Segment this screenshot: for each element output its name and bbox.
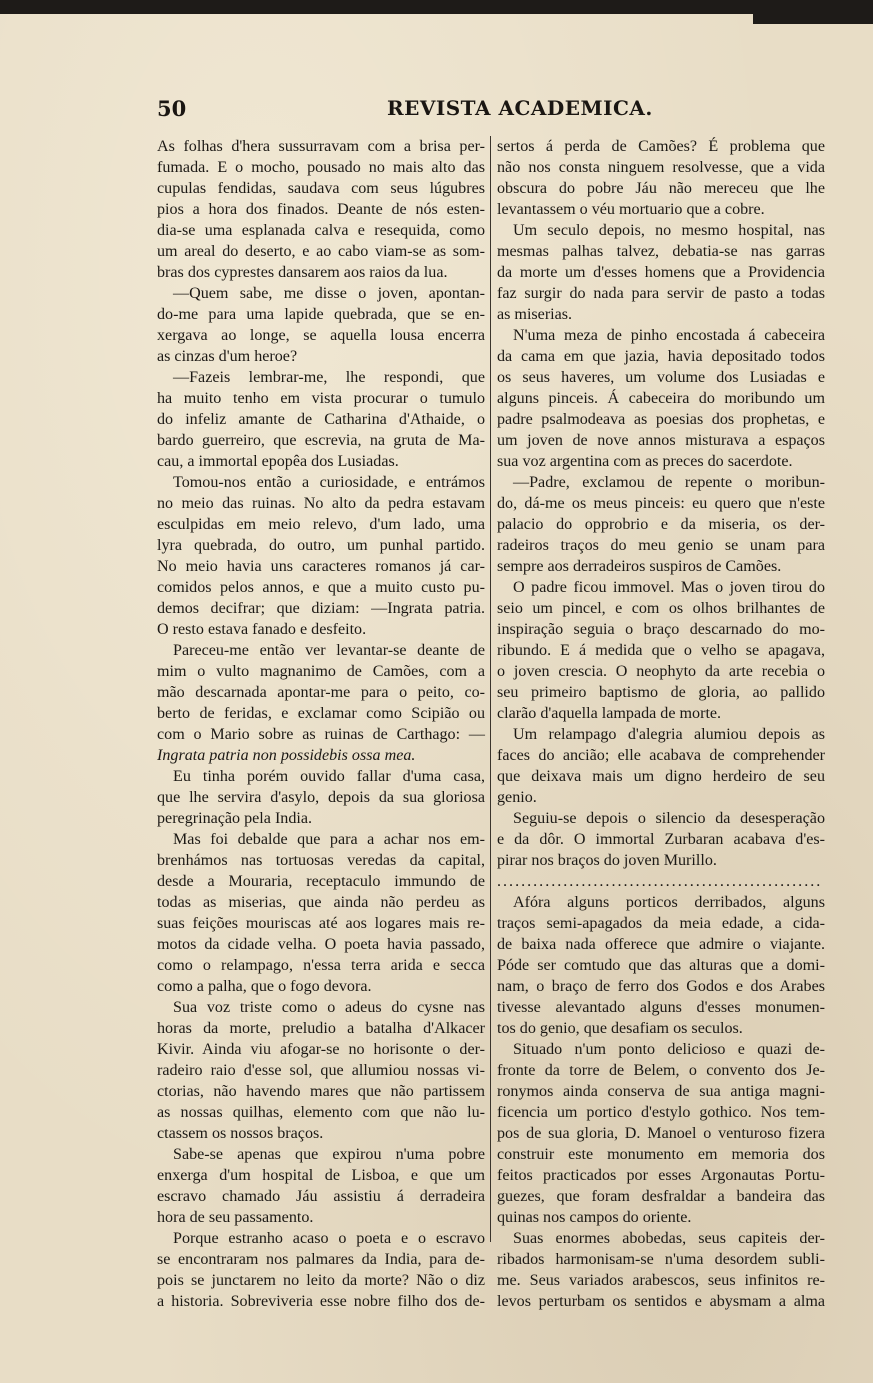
text-line: cau, a immortal epopêa dos Lusiadas. [157, 453, 399, 470]
text-line: de baixa nada offerece que admire o viajante. [497, 936, 825, 953]
text-line: que deixava mais um digno herdeiro de seu [497, 768, 825, 785]
text-line: berto de feridas, e exclamar como Scipião ou [157, 705, 485, 722]
text-line: feitos practicados por esses Argonautas Portu- [497, 1167, 825, 1184]
text-line: do, dá-me os meus pinceis: eu quero que n'este [497, 495, 825, 512]
text-line: o joven crescia. O neophyto da arte recebia o [497, 663, 825, 680]
text-line: brenhámos nas tortuosas veredas da capital, [157, 852, 485, 869]
text-line: que lhe servira d'asylo, depois da sua gloriosa [157, 789, 485, 806]
text-line: enxerga d'um hospital de Lisboa, e que um [157, 1167, 485, 1184]
text-line: levos perturbam os sentidos e abysmam a alma [497, 1293, 825, 1310]
text-line: ...................................................... [497, 873, 823, 890]
text-line: peregrinação pela India. [157, 810, 313, 827]
column-rule [490, 136, 491, 1242]
text-line: tos do genio, que desafiam os seculos. [497, 1020, 743, 1037]
text-line: as cinzas d'um heroe? [157, 348, 298, 365]
text-line: Ingrata patria non possidebis ossa mea. [157, 747, 416, 764]
text-line: um areal do deserto, e ao cabo viam-se as som- [157, 243, 485, 260]
running-title: REVISTA ACADEMICA. [387, 96, 653, 120]
text-line: suas feições mouriscas até aos logares mais re- [157, 915, 485, 932]
text-line: como o relampago, n'essa terra arida e secca [157, 957, 485, 974]
right-column [497, 136, 825, 1312]
text-line: Pareceu-me então ver levantar-se deante de [173, 642, 485, 659]
text-line: Um seculo depois, no mesmo hospital, nas [513, 222, 825, 239]
text-line: —Fazeis lembrar-me, lhe respondi, que [173, 369, 485, 386]
text-line: hora de seu passamento. [157, 1209, 314, 1226]
text-line: um joven de nove annos misturava a espaços [497, 432, 825, 449]
text-line: da morte um d'esses homens que a Providencia [497, 264, 825, 281]
text-line: O padre ficou immovel. Mas o joven tirou do [513, 579, 825, 596]
text-line: Suas enormes abobedas, seus capiteis der- [513, 1230, 825, 1247]
text-line: —Quem sabe, me disse o joven, apontan- [173, 285, 485, 302]
text-line: demos decifrar; que diziam: —Ingrata patria. [157, 600, 485, 617]
text-line: As folhas d'hera sussurravam com a brisa per- [157, 138, 485, 155]
text-line: ribundo. E á medida que o velho se apagava, [497, 642, 825, 659]
text-line: No meio havia uns caracteres romanos já car- [157, 558, 485, 575]
text-line: sua voz argentina com as preces do sacerdote. [497, 453, 793, 470]
text-line: ctorias, não havendo mares que não partissem [157, 1083, 485, 1100]
text-line: traços semi-apagados da meia edade, a cida- [497, 915, 825, 932]
text-line: mesmas palhas talvez, debatia-se nas garras [497, 243, 825, 260]
text-line: horas da morte, preludio a batalha d'Alkacer [157, 1020, 485, 1037]
text-line: as miserias. [497, 306, 573, 323]
text-line: como a palha, que o fogo devora. [157, 978, 372, 995]
page-number: 50 [157, 96, 187, 121]
text-line: guezes, que foram desfraldar a bandeira das [497, 1188, 825, 1205]
text-line: genio. [497, 789, 537, 806]
text-line: lyra quebrada, do outro, um punhal partido. [157, 537, 485, 554]
text-line: xergava ao longe, se aquella lousa encerra [157, 327, 485, 344]
text-line: ficencia um portico d'estylo gothico. Nos tem- [497, 1104, 825, 1121]
text-line: O resto estava fanado e desfeito. [157, 621, 367, 638]
left-column [157, 136, 485, 1312]
text-line: as nossas quilhas, elemento com que não lu- [157, 1104, 485, 1121]
text-line: escravo chamado Jáu assistiu á derradeira [157, 1188, 485, 1205]
text-line: ha muito tenho em vista procurar o tumulo [157, 390, 485, 407]
text-line: sempre aos derradeiros suspiros de Camões. [497, 558, 782, 575]
text-line: ribados harmonisam-se n'uma desordem subli- [497, 1251, 825, 1268]
text-line: da cama em que jazia, havia depositado todos [497, 348, 825, 365]
text-line: Kivir. Ainda viu afogar-se no horisonte o der- [157, 1041, 485, 1058]
text-line: e da dôr. O immortal Zurbaran acabava d'es- [497, 831, 825, 848]
text-line: ctassem os nossos braços. [157, 1125, 324, 1142]
text-line: cupulas fendidas, saudava com seus lúgubres [157, 180, 485, 197]
text-line: clarão d'aquella lampada de morte. [497, 705, 722, 722]
text-line: Seguiu-se depois o silencio da desesperação [513, 810, 825, 827]
text-line: fronte da torre de Belem, o convento dos Je- [497, 1062, 825, 1079]
text-line: radeiros traços do meu genio se unam para [497, 537, 825, 554]
text-line: inspiração seguia o braço descarnado do mo- [497, 621, 825, 638]
text-line: Um relampago d'alegria alumiou depois as [513, 726, 825, 743]
text-line: mim o vulto magnanimo de Camões, com a [157, 663, 485, 680]
text-line: se encontraram nos palmares da India, para de- [157, 1251, 485, 1268]
text-line: tivesse alevantado alguns d'esses monumen- [497, 999, 825, 1016]
text-line: pirar nos braços do joven Murillo. [497, 852, 717, 869]
text-line: N'uma meza de pinho encostada á cabeceira [513, 327, 825, 344]
text-line: Sabe-se apenas que expirou n'uma pobre [173, 1146, 485, 1163]
text-line: motos da cidade velha. O poeta havia passado, [157, 936, 485, 953]
text-line: esculpidas em meio relevo, d'um lado, uma [157, 516, 485, 533]
text-line: comidos pelos annos, e que a muito custo pu- [157, 579, 485, 596]
text-line: os seus haveres, um volume dos Lusiadas e [497, 369, 825, 386]
text-line: ronymos ainda conserva de sua antiga magni- [497, 1083, 825, 1100]
text-line: Eu tinha porém ouvido fallar d'uma casa, [173, 768, 485, 785]
text-line: Afóra alguns porticos derribados, alguns [513, 894, 825, 911]
text-line: palacio do opprobrio e da miseria, os der- [497, 516, 825, 533]
text-line: desde a Mouraria, receptaculo immundo de [157, 873, 485, 890]
text-line: com o Mario sobre as ruinas de Carthago: — [157, 726, 485, 743]
text-line: nam, o braço de ferro dos Godos e dos Arabes [497, 978, 825, 995]
text-line: no meio das ruinas. No alto da pedra estavam [157, 495, 485, 512]
text-line: —Padre, exclamou de repente o moribun- [513, 474, 825, 491]
text-line: pos de sua gloria, D. Manoel o venturoso fizera [497, 1125, 825, 1142]
text-line: construir este monumento em memoria dos [497, 1146, 825, 1163]
text-line: seu primeiro baptismo de gloria, ao pallido [497, 684, 825, 701]
page-header [157, 96, 825, 124]
scan-corner-edge [753, 0, 873, 24]
text-line: mão descarnada apontar-me para o peito, co- [157, 684, 485, 701]
text-line: Porque estranho acaso o poeta e o escravo [173, 1230, 485, 1247]
text-line: radeiro raio d'esse sol, que allumiou nossas vi- [157, 1062, 485, 1079]
text-line: quinas nos campos do oriente. [497, 1209, 692, 1226]
text-line: fumada. E o mocho, pousado no mais alto das [157, 159, 485, 176]
text-line: dia-se uma esplanada calva e resequida, como [157, 222, 485, 239]
text-line: levantassem o véu mortuario que a cobre. [497, 201, 765, 218]
text-line: me. Seus variados arabescos, seus infinitos re- [497, 1272, 825, 1289]
text-line: bardo guerreiro, que escrevia, na gruta de Ma- [157, 432, 485, 449]
text-line: obscura do pobre Jáu não mereceu que lhe [497, 180, 825, 197]
text-line: Mas foi debalde que para a achar nos em- [173, 831, 485, 848]
text-line: Póde ser comtudo que das alturas que a domi- [497, 957, 825, 974]
text-line: Sua voz triste como o adeus do cysne nas [173, 999, 485, 1016]
text-line: todas as miserias, que ainda não perdeu as [157, 894, 485, 911]
text-line: sertos á perda de Camões? É problema que [497, 138, 825, 155]
text-line: seio um pincel, e com os olhos brilhantes de [497, 600, 825, 617]
text-line: pios a hora dos finados. Deante de nós esten- [157, 201, 485, 218]
text-line: bras dos cyprestes dansarem aos raios da lua. [157, 264, 448, 281]
text-line: do infeliz amante de Catharina d'Athaide, o [157, 411, 485, 428]
text-line: alguns pinceis. Á cabeceira do moribundo um [497, 390, 825, 407]
text-line: Situado n'um ponto delicioso e quazi de- [513, 1041, 825, 1058]
text-line: a historia. Sobreviveria esse nobre filho dos de- [157, 1293, 485, 1310]
text-line: pois se junctarem no leito da morte? Não o diz [157, 1272, 485, 1289]
scan-top-edge [0, 0, 873, 14]
text-line: faces do ancião; elle acabava de comprehender [497, 747, 825, 764]
text-line: não nos consta ninguem resolvesse, que a vida [497, 159, 825, 176]
text-line: padre psalmodeava as poesias dos prophetas, e [497, 411, 825, 428]
text-line: Tomou-nos então a curiosidade, e entrámos [173, 474, 485, 491]
text-line: do-me para uma lapide quebrada, que se en- [157, 306, 485, 323]
text-line: faz surgir do nada para servir de pasto a todas [497, 285, 825, 302]
